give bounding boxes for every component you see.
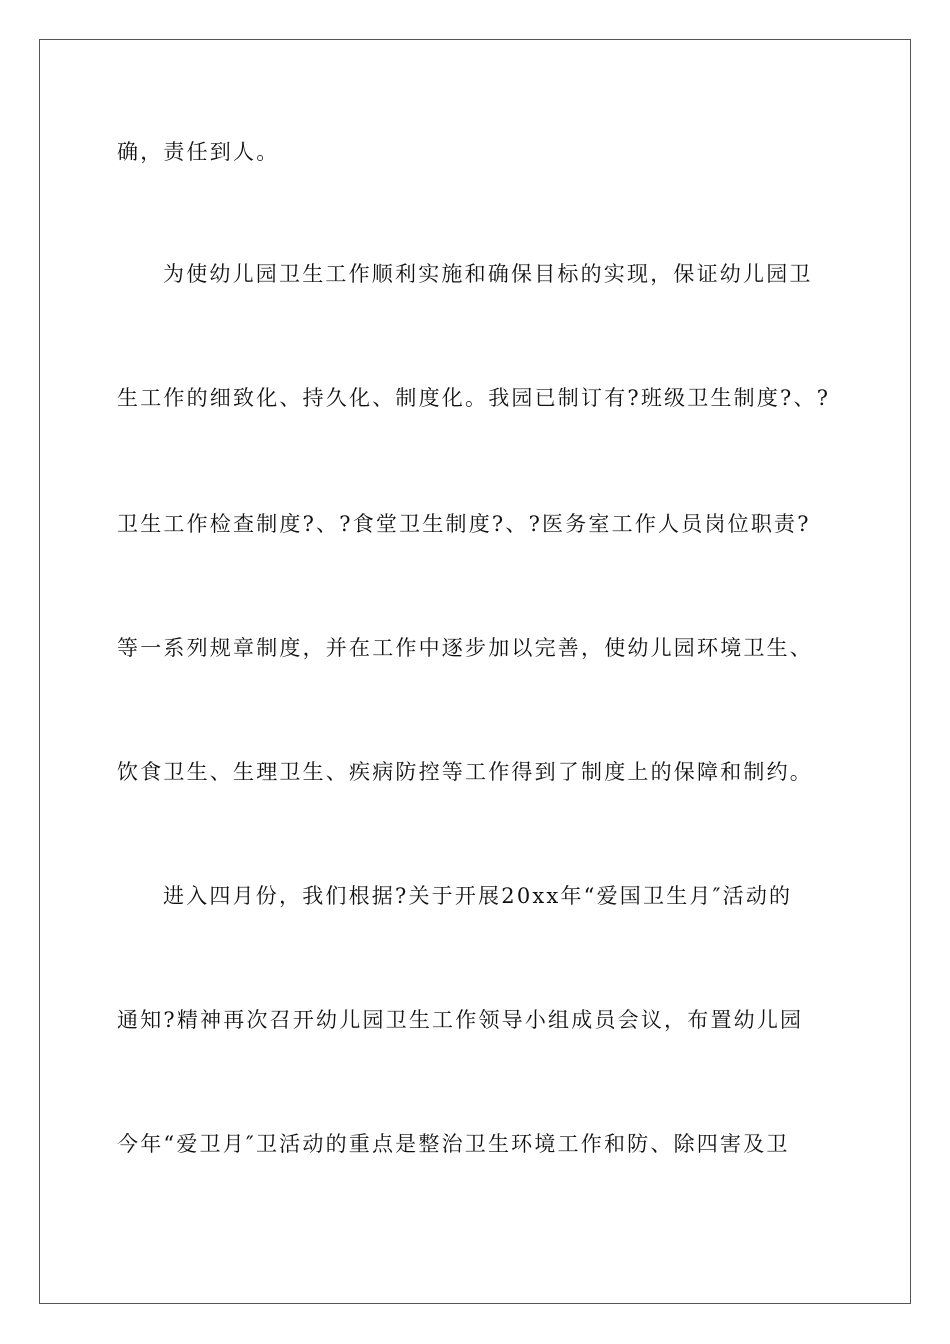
paragraph-start-line: 为使幼儿园卫生工作顺利实施和确保目标的实现，保证幼儿园卫 <box>163 262 813 286</box>
paragraph-start-line-2: 进入四月份，我们根据?关于开展20xx年“爱国卫生月″活动的 <box>163 884 793 908</box>
text-line-9: 今年“爱卫月″卫活动的重点是整治卫生环境工作和防、除四害及卫 <box>117 1132 790 1156</box>
page-border <box>39 39 911 1304</box>
text-line-8: 通知?精神再次召开幼儿园卫生工作领导小组成员会议，布置幼儿园 <box>117 1008 804 1032</box>
text-line-5: 等一系列规章制度，并在工作中逐步加以完善，使幼儿园环境卫生、 <box>117 636 813 660</box>
text-line-3: 生工作的细致化、持久化、制度化。我园已制订有?班级卫生制度?、? <box>117 386 831 410</box>
text-line-1: 确，责任到人。 <box>117 140 280 164</box>
text-line-6: 饮食卫生、生理卫生、疾病防控等工作得到了制度上的保障和制约。 <box>117 760 813 784</box>
text-line-4: 卫生工作检查制度?、?食堂卫生制度?、?医务室工作人员岗位职责? <box>117 512 811 536</box>
